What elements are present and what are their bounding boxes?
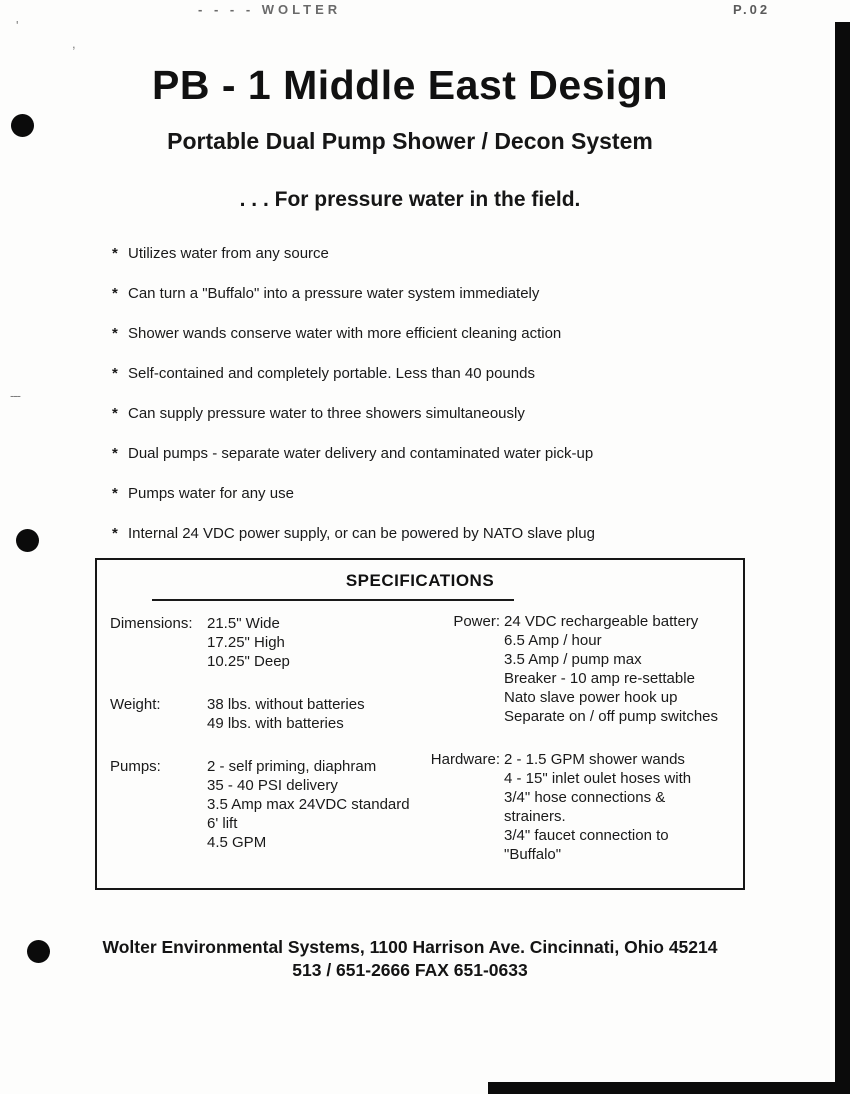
spec-group-hardware bbox=[415, 750, 737, 864]
spec-value: Separate on / off pump switches bbox=[504, 708, 719, 725]
spec-values bbox=[504, 750, 691, 864]
feature-item bbox=[112, 404, 772, 423]
feature-text: Utilizes water from any source bbox=[128, 245, 329, 262]
bullet-marker: * bbox=[112, 525, 118, 542]
bullet-marker: * bbox=[112, 285, 118, 302]
spec-group-weight bbox=[110, 695, 410, 733]
spec-label: Power: bbox=[453, 613, 500, 630]
feature-text: Shower wands conserve water with more efficient cleaning action bbox=[128, 325, 562, 342]
specifications-left-column bbox=[110, 614, 410, 876]
scan-bottom-bar bbox=[488, 1082, 850, 1094]
fax-header-page-number: P.02 bbox=[733, 2, 771, 17]
spec-value: 3.5 Amp max 24VDC standard bbox=[207, 796, 410, 813]
bullet-marker: * bbox=[112, 445, 118, 462]
spec-value: 24 VDC rechargeable battery bbox=[504, 613, 699, 630]
spec-value: 21.5" Wide bbox=[207, 615, 280, 632]
feature-text: Dual pumps - separate water delivery and contaminated water pick-up bbox=[128, 445, 594, 462]
feature-text: Can supply pressure water to three showers simultaneously bbox=[128, 405, 525, 422]
footer-phone: 513 / 651-2666 FAX 651-0633 bbox=[292, 960, 528, 980]
feature-item bbox=[112, 364, 772, 383]
feature-item bbox=[112, 244, 772, 263]
spec-value: 3/4" hose connections & bbox=[504, 789, 666, 806]
specifications-box bbox=[95, 558, 745, 890]
spec-label: Dimensions: bbox=[110, 615, 193, 632]
scan-noise-mark: , bbox=[72, 36, 76, 51]
feature-list bbox=[112, 244, 772, 564]
scan-noise-mark: ' bbox=[16, 18, 19, 33]
scan-edge-bar bbox=[835, 22, 850, 1094]
feature-text: Can turn a "Buffalo" into a pressure water system immediately bbox=[128, 285, 540, 302]
bullet-marker: * bbox=[112, 485, 118, 502]
page-title: PB - 1 Middle East Design bbox=[152, 62, 668, 108]
fax-header-left: - - - - WOLTER bbox=[198, 2, 342, 17]
bullet-marker: * bbox=[112, 245, 118, 262]
spec-label: Hardware: bbox=[430, 751, 500, 768]
feature-item bbox=[112, 284, 772, 303]
feature-item bbox=[112, 444, 772, 463]
footer-address: Wolter Environmental Systems, 1100 Harrison Ave. Cincinnati, Ohio 45214 bbox=[102, 937, 718, 957]
feature-text: Pumps water for any use bbox=[128, 485, 294, 502]
feature-item bbox=[112, 324, 772, 343]
spec-value: Breaker - 10 amp re-settable bbox=[504, 670, 695, 687]
spec-value: 35 - 40 PSI delivery bbox=[207, 777, 338, 794]
feature-text: Self-contained and completely portable. Less than 40 pounds bbox=[128, 365, 535, 382]
spec-value: strainers. bbox=[504, 808, 566, 825]
spec-values bbox=[207, 695, 365, 733]
spec-value: "Buffalo" bbox=[504, 846, 562, 863]
spec-value: 3.5 Amp / pump max bbox=[504, 651, 642, 668]
spec-label: Pumps: bbox=[110, 758, 161, 775]
page-subtitle: Portable Dual Pump Shower / Decon System bbox=[167, 128, 653, 154]
feature-text: Internal 24 VDC power supply, or can be powered by NATO slave plug bbox=[128, 525, 595, 542]
spec-value: 6' lift bbox=[207, 815, 238, 832]
spec-value: 2 - 1.5 GPM shower wands bbox=[504, 751, 685, 768]
spec-value: 38 lbs. without batteries bbox=[207, 696, 365, 713]
spec-value: 3/4" faucet connection to bbox=[504, 827, 669, 844]
spec-group-pumps bbox=[110, 757, 410, 852]
spec-value: 49 lbs. with batteries bbox=[207, 715, 344, 732]
bullet-marker: * bbox=[112, 365, 118, 382]
spec-value: 17.25" High bbox=[207, 634, 285, 651]
feature-item bbox=[112, 484, 772, 503]
specifications-underline bbox=[152, 599, 514, 601]
footer bbox=[0, 936, 820, 982]
specifications-right-column bbox=[415, 612, 737, 888]
scan-noise-mark: --- bbox=[10, 388, 20, 403]
spec-value: Nato slave power hook up bbox=[504, 689, 678, 706]
spec-values bbox=[504, 612, 718, 726]
spec-value: 6.5 Amp / hour bbox=[504, 632, 602, 649]
hole-punch-mark bbox=[16, 529, 39, 552]
bullet-marker: * bbox=[112, 405, 118, 422]
spec-value: 4.5 GPM bbox=[207, 834, 267, 851]
spec-values bbox=[207, 757, 410, 852]
spec-value: 4 - 15" inlet oulet hoses with bbox=[504, 770, 692, 787]
spec-value: 10.25" Deep bbox=[207, 653, 290, 670]
tagline: . . . For pressure water in the field. bbox=[239, 188, 581, 211]
bullet-marker: * bbox=[112, 325, 118, 342]
specifications-title: SPECIFICATIONS bbox=[345, 571, 495, 590]
feature-item bbox=[112, 524, 772, 543]
spec-label: Weight: bbox=[110, 696, 161, 713]
spec-values bbox=[207, 614, 290, 671]
spec-value: 2 - self priming, diaphram bbox=[207, 758, 377, 775]
spec-group-dimensions bbox=[110, 614, 410, 671]
spec-group-power bbox=[415, 612, 737, 726]
